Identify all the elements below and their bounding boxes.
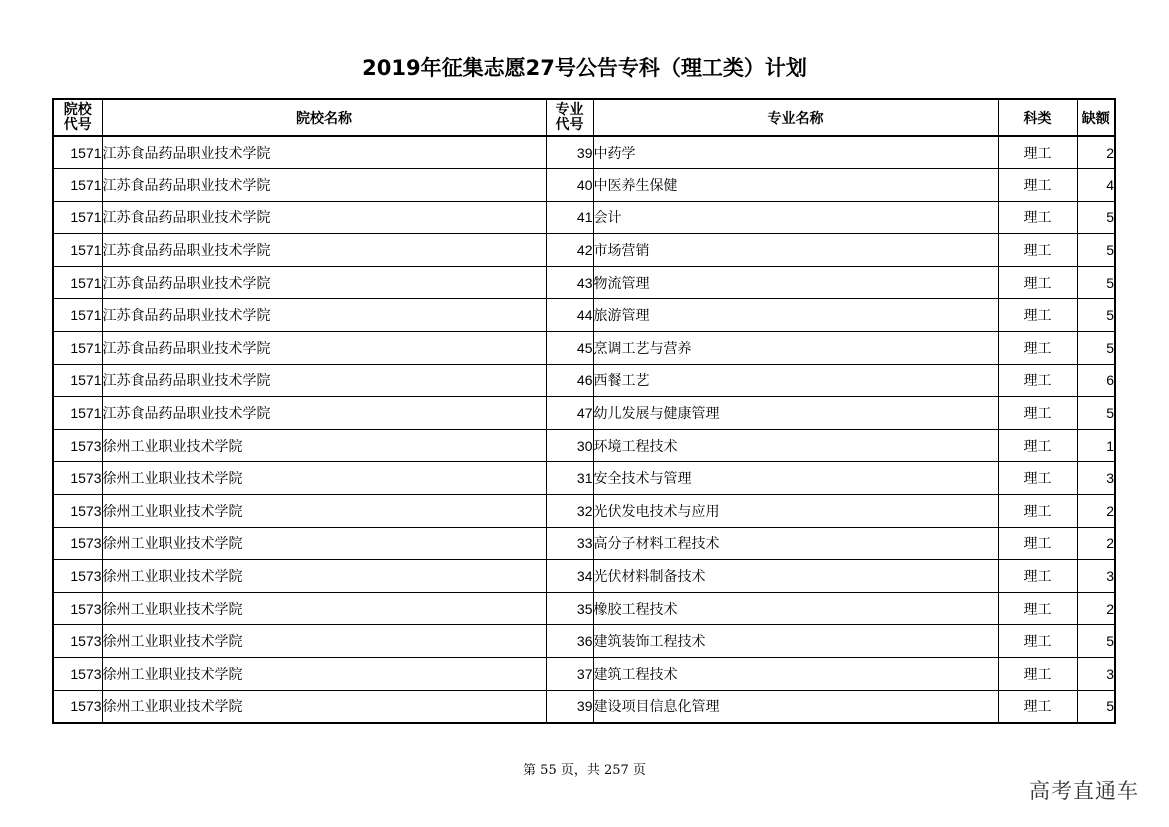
vacancy-cell: 2	[1077, 527, 1115, 560]
school-code-cell: 1571	[53, 299, 102, 332]
vacancy-cell: 3	[1077, 462, 1115, 495]
vacancy-cell: 5	[1077, 332, 1115, 365]
header-major-name: 专业名称	[593, 99, 998, 136]
school-code-cell: 1571	[53, 169, 102, 202]
table-row	[53, 364, 1115, 397]
table-row	[53, 462, 1115, 495]
major-name-cell: 会计	[593, 201, 998, 234]
major-code-cell: 35	[546, 592, 593, 625]
school-name-cell: 江苏食品药品职业技术学院	[102, 266, 546, 299]
major-code-cell: 46	[546, 364, 593, 397]
page-number-footer: 第 55 页，共 257 页	[523, 763, 646, 778]
header-school-name: 院校名称	[102, 99, 546, 136]
vacancy-cell: 5	[1077, 234, 1115, 267]
major-code-cell: 39	[546, 136, 593, 169]
category-cell: 理工	[998, 592, 1077, 625]
table-row	[53, 136, 1115, 169]
major-name-cell: 建设项目信息化管理	[593, 690, 998, 723]
header-school-code-line1: 院校	[63, 101, 92, 118]
category-cell: 理工	[998, 690, 1077, 723]
table-row	[53, 234, 1115, 267]
table-row	[53, 429, 1115, 462]
table-row	[53, 658, 1115, 691]
watermark-text: 高考直通车	[1029, 779, 1139, 803]
school-name-cell: 江苏食品药品职业技术学院	[102, 364, 546, 397]
major-name-cell: 建筑工程技术	[593, 658, 998, 691]
category-cell: 理工	[998, 169, 1077, 202]
school-name-cell: 徐州工业职业技术学院	[102, 495, 546, 528]
category-cell: 理工	[998, 234, 1077, 267]
major-name-cell: 建筑装饰工程技术	[593, 625, 998, 658]
major-code-cell: 42	[546, 234, 593, 267]
table-header-row	[53, 99, 1115, 136]
major-code-cell: 31	[546, 462, 593, 495]
school-code-cell: 1573	[53, 625, 102, 658]
major-name-cell: 物流管理	[593, 266, 998, 299]
major-name-cell: 西餐工艺	[593, 364, 998, 397]
category-cell: 理工	[998, 397, 1077, 430]
table-row	[53, 169, 1115, 202]
major-code-cell: 44	[546, 299, 593, 332]
category-cell: 理工	[998, 266, 1077, 299]
header-school-code	[53, 99, 102, 136]
school-code-cell: 1571	[53, 397, 102, 430]
table-row	[53, 592, 1115, 625]
school-name-cell: 徐州工业职业技术学院	[102, 429, 546, 462]
table-row	[53, 299, 1115, 332]
header-major-code-line2: 代号	[555, 116, 584, 133]
major-code-cell: 34	[546, 560, 593, 593]
school-name-cell: 江苏食品药品职业技术学院	[102, 234, 546, 267]
category-cell: 理工	[998, 332, 1077, 365]
major-code-cell: 40	[546, 169, 593, 202]
category-cell: 理工	[998, 625, 1077, 658]
major-code-cell: 43	[546, 266, 593, 299]
category-cell: 理工	[998, 462, 1077, 495]
school-code-cell: 1571	[53, 266, 102, 299]
vacancy-cell: 2	[1077, 495, 1115, 528]
vacancy-cell: 4	[1077, 169, 1115, 202]
vacancy-cell: 3	[1077, 658, 1115, 691]
major-code-cell: 32	[546, 495, 593, 528]
major-code-cell: 45	[546, 332, 593, 365]
major-code-cell: 33	[546, 527, 593, 560]
major-code-cell: 47	[546, 397, 593, 430]
major-code-cell: 30	[546, 429, 593, 462]
table-row	[53, 625, 1115, 658]
major-code-cell: 37	[546, 658, 593, 691]
school-code-cell: 1571	[53, 364, 102, 397]
vacancy-cell: 3	[1077, 560, 1115, 593]
category-cell: 理工	[998, 560, 1077, 593]
school-code-cell: 1573	[53, 527, 102, 560]
category-cell: 理工	[998, 527, 1077, 560]
major-name-cell: 烹调工艺与营养	[593, 332, 998, 365]
major-name-cell: 橡胶工程技术	[593, 592, 998, 625]
major-name-cell: 旅游管理	[593, 299, 998, 332]
header-major-code	[546, 99, 593, 136]
major-name-cell: 高分子材料工程技术	[593, 527, 998, 560]
major-name-cell: 市场营销	[593, 234, 998, 267]
table-row	[53, 266, 1115, 299]
major-name-cell: 中医养生保健	[593, 169, 998, 202]
vacancy-cell: 5	[1077, 201, 1115, 234]
school-name-cell: 江苏食品药品职业技术学院	[102, 397, 546, 430]
major-name-cell: 环境工程技术	[593, 429, 998, 462]
school-name-cell: 江苏食品药品职业技术学院	[102, 136, 546, 169]
major-code-cell: 41	[546, 201, 593, 234]
enrollment-plan-table	[52, 98, 1116, 724]
major-name-cell: 中药学	[593, 136, 998, 169]
page-title: 2019年征集志愿27号公告专科（理工类）计划	[362, 56, 807, 80]
school-name-cell: 江苏食品药品职业技术学院	[102, 169, 546, 202]
vacancy-cell: 2	[1077, 592, 1115, 625]
school-code-cell: 1571	[53, 201, 102, 234]
vacancy-cell: 1	[1077, 429, 1115, 462]
school-name-cell: 江苏食品药品职业技术学院	[102, 299, 546, 332]
table-row	[53, 495, 1115, 528]
school-name-cell: 徐州工业职业技术学院	[102, 625, 546, 658]
school-name-cell: 徐州工业职业技术学院	[102, 592, 546, 625]
school-code-cell: 1571	[53, 136, 102, 169]
major-name-cell: 光伏材料制备技术	[593, 560, 998, 593]
school-name-cell: 徐州工业职业技术学院	[102, 690, 546, 723]
school-code-cell: 1573	[53, 592, 102, 625]
category-cell: 理工	[998, 136, 1077, 169]
table-row	[53, 201, 1115, 234]
school-code-cell: 1573	[53, 658, 102, 691]
vacancy-cell: 2	[1077, 136, 1115, 169]
table-row	[53, 527, 1115, 560]
category-cell: 理工	[998, 364, 1077, 397]
category-cell: 理工	[998, 495, 1077, 528]
school-code-cell: 1573	[53, 429, 102, 462]
table-row	[53, 560, 1115, 593]
category-cell: 理工	[998, 658, 1077, 691]
major-name-cell: 幼儿发展与健康管理	[593, 397, 998, 430]
major-code-cell: 39	[546, 690, 593, 723]
vacancy-cell: 5	[1077, 299, 1115, 332]
vacancy-cell: 5	[1077, 625, 1115, 658]
category-cell: 理工	[998, 299, 1077, 332]
table-row	[53, 397, 1115, 430]
major-name-cell: 光伏发电技术与应用	[593, 495, 998, 528]
school-name-cell: 徐州工业职业技术学院	[102, 658, 546, 691]
vacancy-cell: 5	[1077, 397, 1115, 430]
header-major-code-line1: 专业	[555, 101, 584, 118]
vacancy-cell: 6	[1077, 364, 1115, 397]
school-name-cell: 徐州工业职业技术学院	[102, 462, 546, 495]
major-code-cell: 36	[546, 625, 593, 658]
category-cell: 理工	[998, 429, 1077, 462]
school-code-cell: 1573	[53, 495, 102, 528]
category-cell: 理工	[998, 201, 1077, 234]
vacancy-cell: 5	[1077, 266, 1115, 299]
header-vacancy: 缺额	[1077, 99, 1115, 136]
school-name-cell: 徐州工业职业技术学院	[102, 527, 546, 560]
school-code-cell: 1571	[53, 234, 102, 267]
school-name-cell: 徐州工业职业技术学院	[102, 560, 546, 593]
school-name-cell: 江苏食品药品职业技术学院	[102, 332, 546, 365]
header-category: 科类	[998, 99, 1077, 136]
vacancy-cell: 5	[1077, 690, 1115, 723]
school-code-cell: 1573	[53, 462, 102, 495]
school-code-cell: 1573	[53, 690, 102, 723]
table-row	[53, 332, 1115, 365]
school-code-cell: 1571	[53, 332, 102, 365]
school-code-cell: 1573	[53, 560, 102, 593]
header-school-code-line2: 代号	[63, 116, 92, 133]
major-name-cell: 安全技术与管理	[593, 462, 998, 495]
school-name-cell: 江苏食品药品职业技术学院	[102, 201, 546, 234]
table-row	[53, 690, 1115, 723]
